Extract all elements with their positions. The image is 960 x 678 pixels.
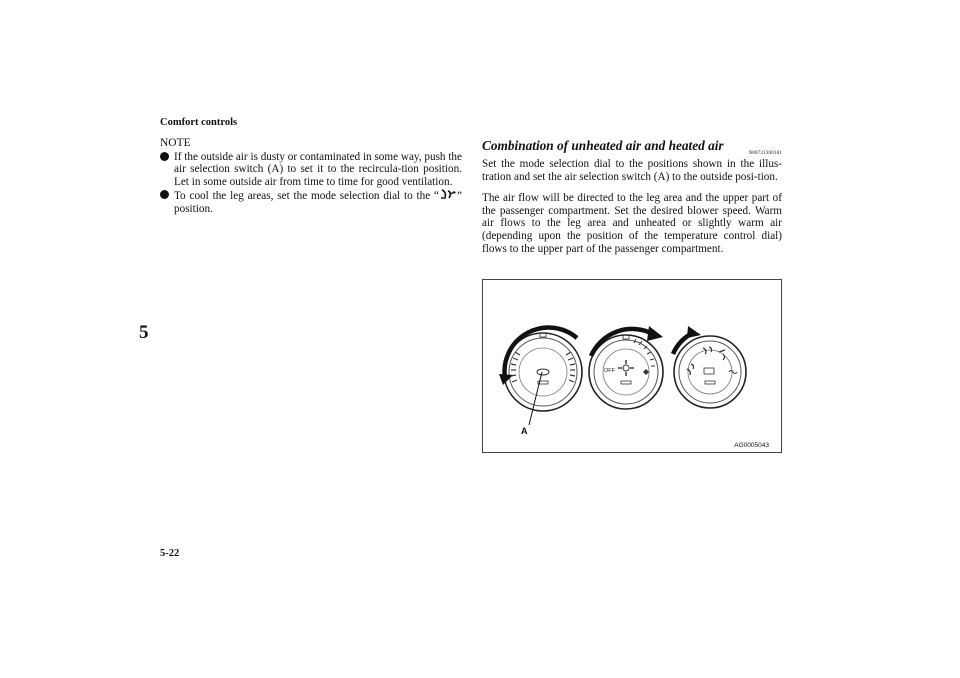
section-code: N00731300181 <box>748 151 782 156</box>
paragraph: Set the mode selection dial to the positions shown in the illus-tration and set the air selection switch (A) to the outside posi-tion. <box>482 158 782 183</box>
face-and-feet-mode-icon <box>439 189 457 200</box>
illustration <box>482 279 782 453</box>
note-bullet <box>160 151 462 189</box>
page-number: 5-22 <box>160 548 180 559</box>
mode-selection-dial <box>674 336 746 408</box>
figure-code: AG0005043 <box>734 442 769 449</box>
bullet-icon <box>160 152 169 161</box>
paragraph: The air flow will be directed to the leg area and the upper part of the passenger compartment. Set the desired blower speed. Warm air flows to the leg area and unheated or slightly warm air (depending upon the position of the temperature control dial) flows to the upper part of the passenger compartment. <box>482 192 782 255</box>
heading-row <box>482 140 782 156</box>
fan-speed-dial <box>589 335 663 409</box>
callout-a-label: A <box>521 426 528 436</box>
chapter-tab: 5 <box>139 322 149 343</box>
note-bullet-text-end: ” position. <box>174 190 462 215</box>
note-block <box>160 137 462 216</box>
fan-off-label: OFF <box>604 368 615 374</box>
note-bullet <box>160 189 462 215</box>
note-bullet-text: If the outside air is dusty or contaminated in some way, push the air selection switch (A) to set it to the recircula-tion position. Let in some outside air from time to time for good ventilation. <box>174 150 462 188</box>
note-bullet-text-start: To cool the leg areas, set the mode selection dial to the “ <box>174 190 440 203</box>
section-block <box>482 140 782 255</box>
note-label: NOTE <box>160 137 191 149</box>
section-header: Comfort controls <box>160 117 238 128</box>
section-heading: Combination of unheated air and heated air <box>482 138 724 153</box>
bullet-icon <box>160 190 169 199</box>
